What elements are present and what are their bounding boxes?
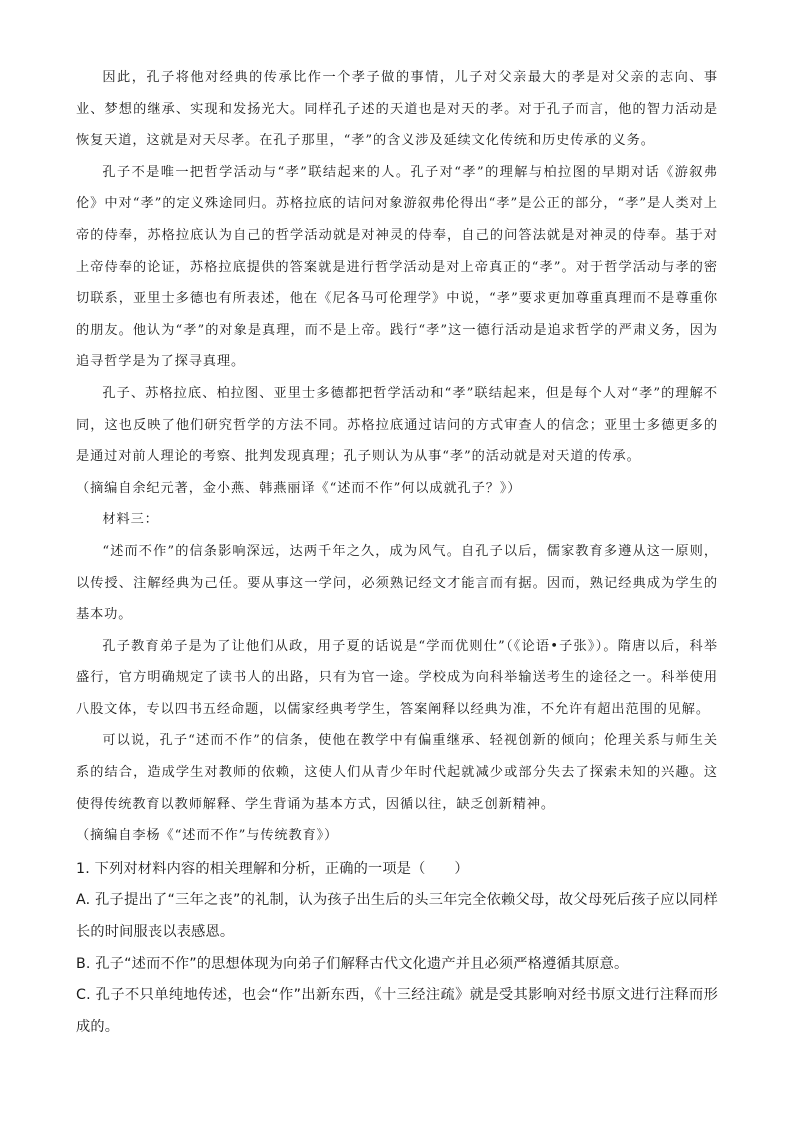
material-label: 材料三：: [102, 512, 159, 528]
source-citation: （摘编自余纪元著，金小燕、韩燕丽译《“述而不作”何以成就孔子？》）: [76, 480, 522, 496]
option-b: B. 孔子“述而不作”的思想体现为向弟子们解释古代文化遗产并且必须严格遵循其原意。: [76, 955, 629, 972]
paragraph: 孔子不是唯一把哲学活动与“孝”联结起来的人。孔子对“孝”的理解与柏拉图的早期对话《游叙弗伦》中对“孝”的定义殊途同归。苏格拉底的诘问对象游叙弗伦得出“孝”是公正的部分，“孝”是人类对上帝的侍奉，苏格拉底认为自己的哲学活动就是对神灵的侍奉，自己的问答法就是对神灵的侍奉。基于对上帝侍奉的论证，苏格拉底提供的答案就是进行哲学活动是对上帝真正的“孝”。对于哲学活动与孝的密切联系，亚里士多德也有所表述，他在《尼各马可伦理学》中说，“孝”要求更加尊重真理而不是尊重你的朋友。他认为“孝”的对象是真理，而不是上帝。践行“孝”这一德行活动是追求哲学的严肃义务，因为追寻哲学是为了探寻真理。: [76, 164, 718, 370]
paragraph: 因此，孔子将他对经典的传承比作一个孝子做的事情，儿子对父亲最大的孝是对父亲的志向、事业、梦想的继承、实现和发扬光大。同样孔子述的天道也是对天的孝。对于孔子而言，他的智力活动是恢复天道，这就是对天尽孝。在孔子那里，“孝”的含义涉及延续文化传统和历史传承的义务。: [76, 70, 718, 149]
question-block: [76, 854, 718, 1044]
option-c: C. 孔子不只单纯地传述，也会“作”出新东西，《十三经注疏》就是受其影响对经书原文进行注释而形成的。: [76, 987, 718, 1035]
question-stem: 1. 下列对材料内容的相关理解和分析，正确的一项是（ ）: [76, 860, 469, 877]
option-a: A. 孔子提出了“三年之丧”的礼制，认为孩子出生后的头三年完全依赖父母，故父母死后孩子应以同样长的时间服丧以表感恩。: [76, 892, 718, 941]
source-citation: （摘编自李杨《“述而不作”与传统教育》）: [76, 828, 339, 844]
paragraph: 可以说，孔子“述而不作”的信条，使他在教学中有偏重继承、轻视创新的倾向；伦理关系与师生关系的结合，造成学生对教师的依赖，这使人们从青少年时代起就减少或部分失去了探索未知的兴趣。这使得传统教育以教师解释、学生背诵为基本方式，因循以往，缺乏创新精神。: [76, 733, 718, 812]
reading-passage: [76, 62, 718, 852]
paragraph: 孔子教育弟子是为了让他们从政，用子夏的话说是“学而优则仕”（《论语•子张》）。隋唐以后，科举盛行，官方明确规定了读书人的出路，只有为官一途。学校成为向科举输送考生的途径之一。科举使用八股文体，专以四书五经命题，以儒家经典考学生，答案阐释以经典为准，不允许有超出范围的见解。: [76, 638, 718, 717]
paragraph: 孔子、苏格拉底、柏拉图、亚里士多德都把哲学活动和“孝”联结起来，但是每个人对“孝”的理解不同，这也反映了他们研究哲学的方法不同。苏格拉底通过诘问的方式审查人的信念；亚里士多德更多的是通过对前人理论的考察、批判发现真理；孔子则认为从事“孝”的活动就是对天道的传承。: [76, 385, 718, 465]
paragraph: “述而不作”的信条影响深远，达两千年之久，成为风气。自孔子以后，儒家教育多遵从这一原则，以传授、注解经典为己任。要从事这一学问，必须熟记经文才能言而有据。因而，熟记经典成为学生的基本功。: [76, 543, 718, 623]
